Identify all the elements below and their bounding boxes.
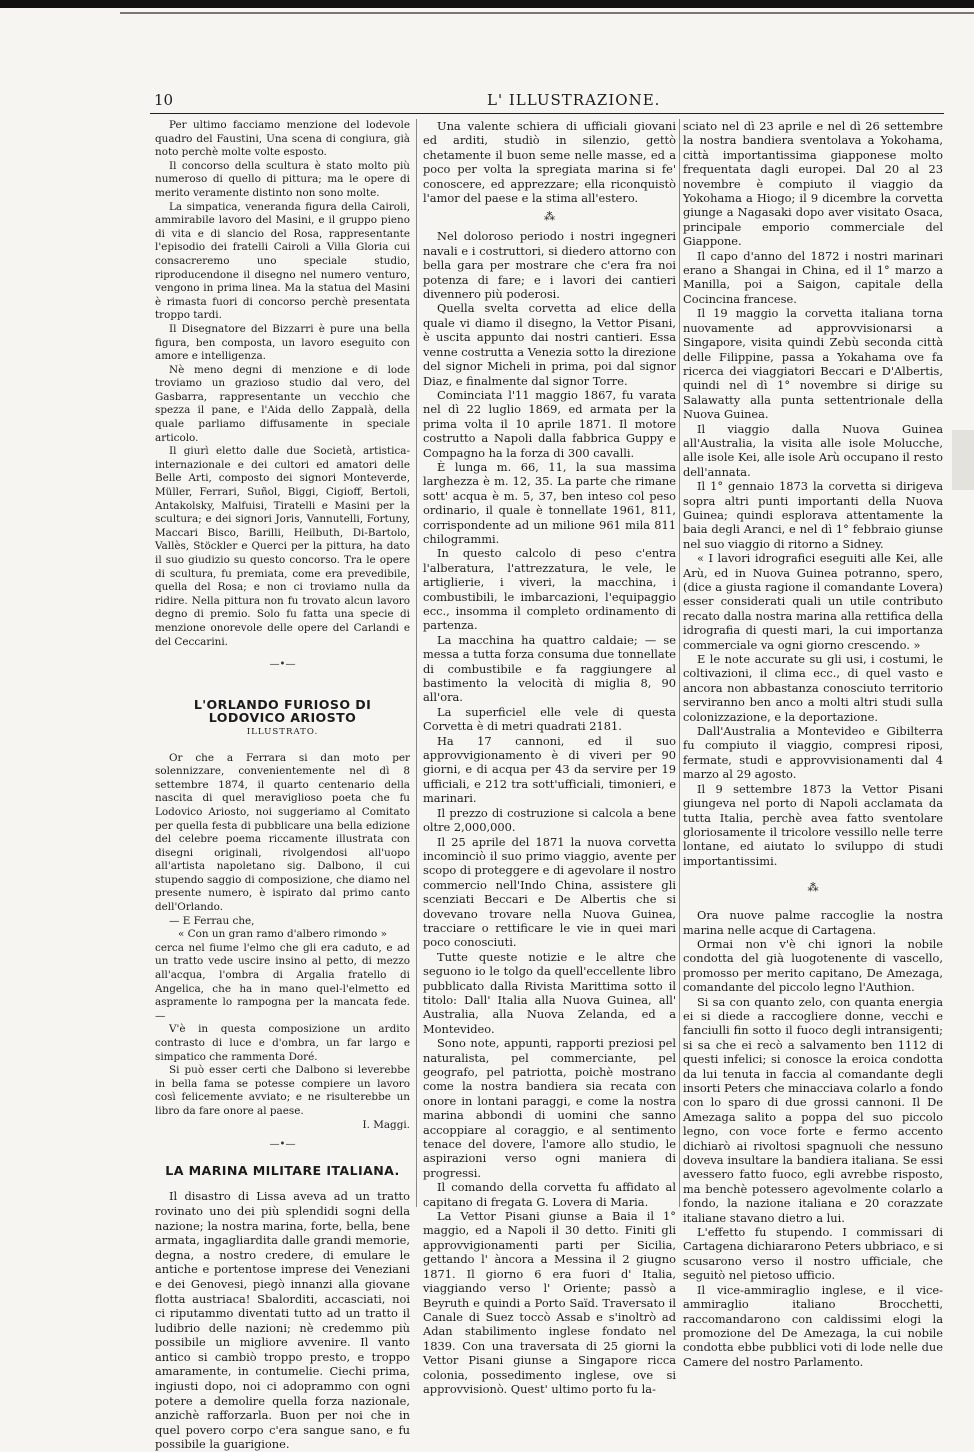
column-3 [683,119,943,1369]
paragraph: Il 9 settembre 1873 la Vettor Pisani giungeva nel porto di Napoli acclamata da tutta Italia, perchè avea fatto sventolare gloriosamente il tricolore vessillo nelle terre lontane, ed aiutato lo sviluppo di studi importantissimi. [683,781,943,868]
top-border [0,0,974,8]
paragraph: Dall'Australia a Montevideo e Gibilterra fu compiuto il viaggio, compresi riposi, fermate, studi e approvvisionamenti dal 4 marzo al 29 agosto. [683,724,943,782]
paragraph: In questo calcolo di peso c'entra l'alberatura, l'attrezzatura, le vele, le artiglierie, i viveri, la macchina, i combustibili, le imbarcazioni, l'equipaggio ecc., insomma il completo ordinamento di partenza. [423,546,676,633]
paragraph: Il comando della corvetta fu affidato al capitano di fregata G. Lovera di Maria. [423,1180,676,1209]
paragraph: Il 25 aprile del 1871 la nuova corvetta incominciò il suo primo viaggio, avente per scopo di proteggere e di agevolare il nostro commercio nell'Indo China, assistere gli scenziati Beccari e De Albertis che si dovevano trovare nella Nuova Guinea, tracciare o rettificare le vie in quei mari poco conosciuti. [423,834,676,950]
section-stars: ⁂ [807,881,819,895]
paragraph: Nè meno degni di menzione e di lode troviamo un grazioso studio dal vero, del Gasbarra, rappresentante un vecchio che spezza il pane, e l'Aida dello Zappalà, della quale parliamo diffusamente in speciale articolo. [155,363,410,444]
paragraph: La superficiel elle vele di questa Corvetta è di metri quadrati 2181. [423,704,676,734]
paragraph: Il capo d'anno del 1872 i nostri marinari erano a Shangai in China, ed il 1° marzo a Manilla, poi a Saigon, capitale della Cocincina francese. [683,248,943,306]
paragraph: sciato nel dì 23 aprile e nel dì 26 settembre la nostra bandiera sventolava a Yokohama, città importantissima giapponese molto frequentata dagli europei. Dal 20 al 23 novembre è compiuto il viaggio da Yokohama a Hiogo; il 9 dicembre la corvetta giunge a Nagasaki dopo aver visitato Osaca, principale emporio commerciale del Giappone. [683,119,943,249]
margin-stain [952,430,974,490]
paragraph: Il 1° gennaio 1873 la corvetta si dirigeva sopra altri punti importanti della Nuova Guinea; quindi esplorava attentamente la baia degli Aranci, e nel dì 1° febbraio giunse nel suo viaggio di ritorno a Sidney. [683,479,943,551]
paragraph: L'effetto fu stupendo. I commissari di Cartagena dichiararono Peters ubbriaco, e si scusarono verso il nostro ufficiale, che seguitò nel pietoso ufficio. [683,1225,943,1283]
paragraph: E le note accurate su gli usi, i costumi, le coltivazioni, il clima ecc., di quel vasto e ancora non abbastanza conosciuto territorio serviranno ben anco a molti altri studi sulla colonizzazione, e la deportazione. [683,652,943,724]
column-rule-1 [416,119,417,1207]
column-rule-2 [679,119,680,1207]
section-title-marina: LA MARINA MILITARE ITALIANA. [165,1162,400,1178]
header-rule [150,113,944,114]
paragraph: È lunga m. 66, 11, la sua massima larghezza è m. 12, 35. La parte che rimane sott' acqua è m. 5, 37, ben inteso col peso ordinario, il quale è tonnellate 1961, 811, corrispondente ad un milione 961 mila 811 chilogrammi. [423,459,676,546]
paragraph: Or che a Ferrara si dan moto per solennizzare, convenientemente nel dì 8 settembre 1874, il quarto centenario della nascita di quel meraviglioso poeta che fu Lodovico Ariosto, noi suggeriamo al Comitato per quella festa di pubblicare una bella edizione del celebre poema riccamente illustrata con disegni originali, rivolgendosi all'uopo all'artista napoletano sig. Dalbono, il cui stupendo saggio di composizione, che diamo nel presente numero, è ispirato dal primo canto dell'Orlando. [155,751,410,914]
paragraph: La simpatica, veneranda figura della Cairoli, ammirabile lavoro del Masini, e il gruppo pieno di vita e di slancio del Rosa, rappresentante l'episodio dei fratelli Cairoli a Villa Gloria cui consacreremo uno speciale studio, riproducendone il disegno nel numero venturo, vengono in prima linea. Ma la statua del Masini è rimasta fuori di concorso perchè presentata troppo tardi. [155,200,410,322]
section-ornament: —•— [269,1139,296,1151]
paragraph: V'è in questa composizione un ardito contrasto di luce e d'ombra, un far largo e simpatico che rammenta Doré. [155,1023,410,1063]
paragraph: Quella svelta corvetta ad elice della quale vi diamo il disegno, la Vettor Pisani, è uscita appunto dai nostri cantieri. Essa venne costrutta a Venezia sotto la direzione del signor Micheli in prima, poi dal signor Diaz, e finalmente dal signor Torre. [423,301,676,388]
paragraph: Il viaggio dalla Nuova Guinea all'Australia, la visita alle isole Molucche, alle isole Kei, alle isole Arù occupano il resto dell'annata. [683,421,943,479]
paragraph: Il concorso della scultura è stato molto più numeroso di quello di pittura; ma le opere di merito veramente distinto non sono molte. [155,159,410,199]
paragraph: — E Ferrau che, [169,914,255,927]
paragraph: Ora nuove palme raccoglie la nostra marina nelle acque di Cartagena. [683,908,943,937]
column-1 [155,119,410,1452]
paragraph: Si sa con quanto zelo, con quanta energia ei si diede a raccogliere donne, vecchi e fanciulli fin sotto il fuoco degli intransigenti; si sa che ei recò a salvamento ben 1112 di questi infelici; si conosce la eroica condotta da lui tenuta in faccia al comandante degli insorti Peters che minacciava colarlo a fondo con lo sparo di due grossi cannoni. Il De Amezaga salito a poppa del suo piccolo legno, con voce forte e fermo accento dichiarò ai rivoltosi spagnuoli che nessuno doveva insultare la bandiera italiana. Se essi avessero fatto fuoco, egli avrebbe risposto, ma benchè potessero agevolmente colarlo a fondo, la nazione italiana e 20 corazzate italiane stavano dietro a lui. [683,994,943,1225]
page-number: 10 [154,91,174,109]
paragraph: Per ultimo facciamo menzione del lodevole quadro del Faustini, Una scena di congiura, già noto perchè molte volte esposto. [155,119,410,159]
paragraph: cerca nel fiume l'elmo che gli era caduto, e ad un tratto vede uscire insino al petto, di mezzo all'acqua, l'ombra di Argalia fratello di Angelica, che ha in mano quel-l'elmetto ed aspramente lo rampogna per la mancata fede. — [155,941,410,1022]
author-signature: I. Maggi. [362,1118,410,1131]
column-2 [423,119,676,1396]
paragraph: Il Disegnatore del Bizzarri è pure una bella figura, ben composta, un lavoro eseguito con amore e intelligenza. [155,322,410,363]
verse-quote: « Con un gran ramo d'albero rimondo » [178,928,387,941]
paragraph: La Vettor Pisani giunse a Baia il 1° maggio, ed a Napoli il 30 detto. Finiti gli approvvigionamenti parti per Sicilia, gettando l' àncora a Messina il 2 giugno 1871. Il giorno 6 era fuori d' Italia, viaggiando verso l' Oriente; passò a Beyruth e quindi a Porto Saïd. Traversato il Canale di Suez toccò Assab e s'inoltrò ad Adan stabilimento inglese fondato nel 1839. Con una traversata di 25 giorni la Vettor Pisani giunse a Singapore ricca colonia, possedimento inglese, ove si approvvisionò. Quest' ultimo porto fu la- [423,1209,676,1396]
paragraph: Il disastro di Lissa aveva ad un tratto rovinato uno dei più splendidi sogni della nazione; la nostra marina, forte, bella, bene armata, ingagliardita dalle grandi memorie, degna, a nostro credere, di emulare le antiche e portentose imprese dei Veneziani e dei Genovesi, piegò innanzi alla giovane flotta austriaca! Sbalorditi, accasciati, noi ci riputammo diventati tutto ad un tratto il ludibrio delle nazioni; nè credemmo più possibile un migliore avvenire. Il vanto antico si cambiò troppo presto, e troppo amaramente, in contumelie. Ciechi prima, ingiusti dopo, noi ci adoprammo con ogni potere a demolire quella forza nazionale, anzichè rafforzarla. Buon per noi che in quel povero corpo c'era sangue sano, e fu possibile la guarigione. [155,1189,410,1452]
section-subtitle-ariosto: ILLUSTRATO. [246,726,319,737]
paragraph: Tutte queste notizie e le altre che seguono io le tolgo da quell'eccellente libro pubblicato dalla Rivista Marittima sotto il titolo: Dall' Italia alla Nuova Guinea, all' Australia, alla Nuova Zelanda, ed a Montevideo. [423,949,676,1036]
paragraph: Nel doloroso periodo i nostri ingegneri navali e i costruttori, si diedero attorno con bella gara per mostrare che c'era fra noi potenza di fare; e i lavori dei cantieri divennero più poderosi. [423,229,676,302]
paragraph: « I lavori idrografici eseguiti alle Kei, alle Arù, ed in Nuova Guinea potranno, spero, (dice a giusta ragione il comandante Lovera) esser considerati quali un utile contributo recato dalla nostra marina alla rettifica della idrografia di questi mari, la cui importanza commerciale va ogni giorno crescendo. » [683,551,943,652]
section-ornament: —•— [269,659,296,671]
paragraph: Il vice-ammiraglio inglese, e il vice-ammiraglio italiano Brocchetti, raccomandarono con caldissimi elogi la promozione del De Amezaga, la cui nobile condotta ebbe pubblici voti di lode nelle due Camere del nostro Parlamento. [683,1282,943,1369]
paragraph: Una valente schiera di ufficiali giovani ed arditi, studiò in silenzio, gettò chetamente il buon seme nelle masse, ed a poco per volta la spregiata marina si fe' conoscere, ed apprezzare; ella riconquistò l'amor del paese e la stima all'estero. [423,119,676,206]
section-title-ariosto: L'ORLANDO FURIOSO DI LODOVICO ARIOSTO [193,696,372,726]
paragraph: Sono note, appunti, rapporti preziosi pel naturalista, pel commerciante, pel geografo, pel patriotta, poichè mostrano come la nostra bandiera sia recata con onore in lontani paraggi, e come la nostra marina abbondi di uomini che sanno accoppiare al coraggio, e al sentimento tenace del dovere, l'amore allo studio, le aspirazioni verso ogni maniera di progressi. [423,1036,676,1180]
paragraph: Il 19 maggio la corvetta italiana torna nuovamente ad approvvisionarsi a Singapore, visita quindi Zebù seconda città delle Filippine, passa a Yokahama ove fa ricerca dei viaggiatori Beccari e D'Albertis, quindi nel dì 1° novembre si dirige su Salawatty alla punta settentrionale della Nuova Guinea. [683,306,943,422]
paragraph: Il prezzo di costruzione si calcola a bene oltre 2,000,000. [423,805,676,835]
running-head: L' ILLUSTRAZIONE. [487,91,661,109]
paragraph: Il giurì eletto dalle due Società, artistica-internazionale e dei cultori ed amatori delle Belle Arti, composto dei signori Monteverde, Müller, Ferrari, Suñol, Biggi, Cigioff, Bertoli, Antakolsky, Malfuisi, Tiratelli e Masini per la scultura; e dei signori Joris, Vannutelli, Fortuny, Maccari Bisco, Barilli, Heilbuth, Di-Bartolo, Vallès, Stöckler e Querci per la pittura, ha dato il suo giudizio su questo concorso. Tra le opere di scultura, fu premiata, come era prevedibile, quella del Rosa; e non ci troviamo nulla da ridire. Nella pittura non fu trovato alcun lavoro degno di premio. Solo fu fatta una specie di menzione onorevole delle opere del Carlandi e del Ceccarini. [155,445,410,648]
section-stars: ⁂ [544,210,555,224]
paragraph: Ormai non v'è chi ignori la nobile condotta del già luogotenente di vascello, promosso per merito capitano, De Amezaga, comandante del piccolo legno l'Authion. [683,936,943,995]
paragraph: Ha 17 cannoni, ed il suo approvvigionamento è di viveri per 90 giorni, e di acqua per 43 da servire per 19 ufficiali, e 212 tra sott'ufficiali, timonieri, e marinari. [423,733,676,806]
paragraph: Si può esser certi che Dalbono si leverebbe in bella fama se potesse compiere un lavoro così felicemente avviato; e ne risulterebbe un libro da fare onore al paese. [155,1064,410,1117]
paragraph: Cominciata l'11 maggio 1867, fu varata nel dì 22 luglio 1869, ed armata per la prima volta il 10 aprile 1871. Il motore costrutto a Napoli dalla fabbrica Guppy e Compagno ha la forza di 300 cavalli. [423,387,676,460]
top-border-thin [120,12,974,14]
paragraph: La macchina ha quattro caldaie; — se messa a tutta forza consuma due tonnellate di combustibile e fa raggiungere al bastimento la velocità di miglia 8, 90 all'ora. [423,632,676,705]
